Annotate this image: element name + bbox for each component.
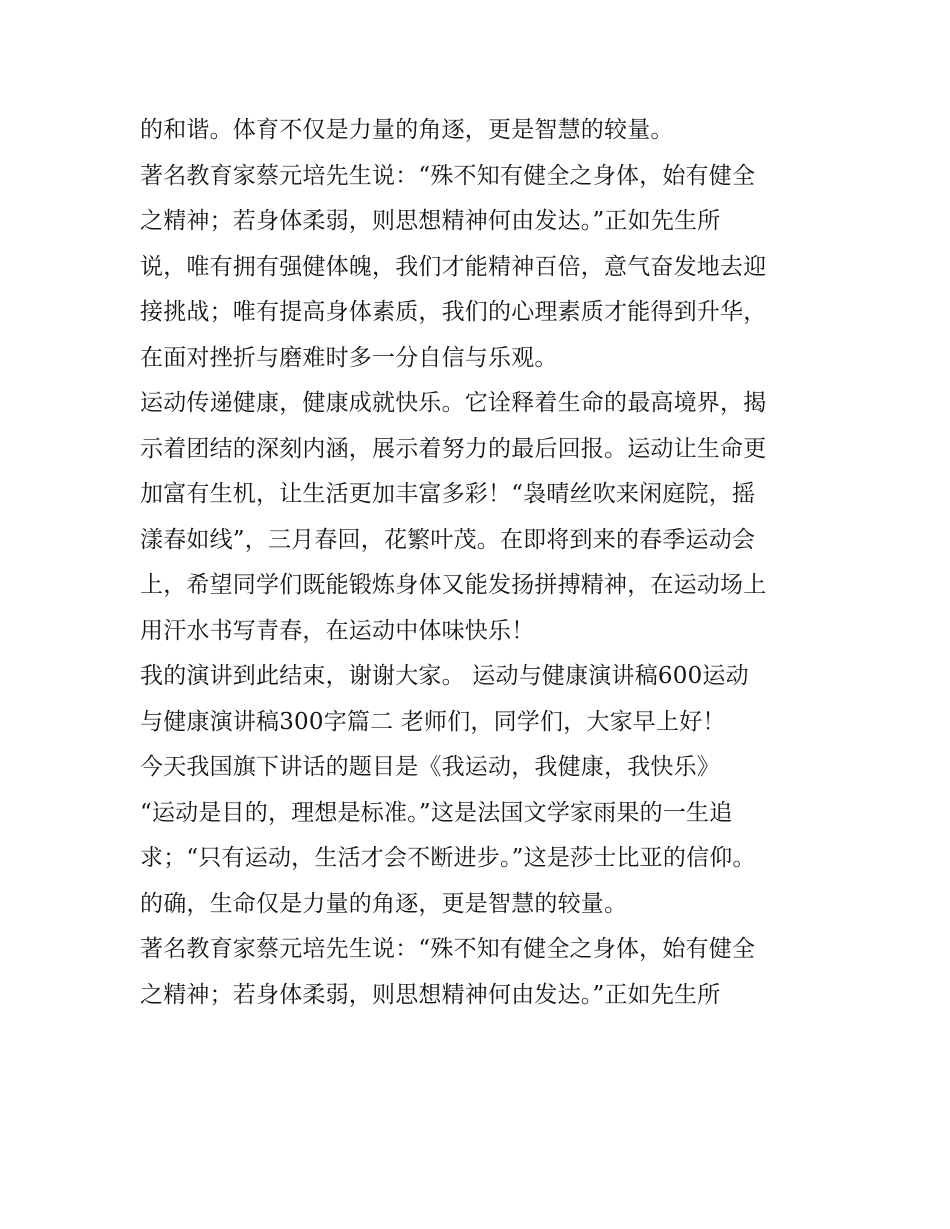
text-line: 与健康演讲稿300字篇二 老师们，同学们，大家早上好！ [140, 708, 726, 735]
text-line: 求；“只有运动，生活才会不断进步。”这是莎士比亚的信仰。 [140, 845, 756, 871]
text-line: 运动传递健康，健康成就快乐。它诠释着生命的最高境界，揭 [140, 390, 767, 416]
text-line: 今天我国旗下讲话的题目是《我运动，我健康，我快乐》 [140, 754, 720, 780]
text-line: “运动是目的，理想是标准。”这是法国文学家雨果的一生追 [140, 799, 733, 826]
text-line: 之精神；若身体柔弱，则思想精神何由发达。”正如先生所 [140, 208, 721, 234]
text-line: 用汗水书写青春，在运动中体味快乐！ [140, 617, 535, 644]
text-line: 著名教育家蔡元培先生说：“殊不知有健全之身体，始有健全 [140, 162, 756, 189]
text-line: 接挑战；唯有提高身体素质，我们的心理素质才能得到升华， [140, 299, 767, 325]
text-line: 漾春如线”，三月春回，花繁叶茂。在即将到来的春季运动会 [140, 526, 756, 553]
text-line: 在面对挫折与磨难时多一分自信与乐观。 [140, 344, 558, 371]
text-line: 之精神；若身体柔弱，则思想精神何由发达。”正如先生所 [140, 981, 721, 1008]
text-line: 加富有生机，让生活更加丰富多彩！“袅晴丝吹来闲庭院，摇 [140, 481, 756, 507]
text-line: 上，希望同学们既能锻炼身体又能发扬拼搏精神，在运动场上 [140, 572, 767, 598]
text-line: 示着团结的深刻内涵，展示着努力的最后回报。运动让生命更 [140, 435, 767, 462]
text-line: 说，唯有拥有强健体魄，我们才能精神百倍，意气奋发地去迎 [140, 253, 767, 280]
body-text [140, 108, 820, 1018]
text-line: 的确，生命仅是力量的角逐，更是智慧的较量。 [140, 890, 628, 917]
text-line: 著名教育家蔡元培先生说：“殊不知有健全之身体，始有健全 [140, 936, 756, 962]
text-line: 我的演讲到此结束，谢谢大家。 运动与健康演讲稿600运动 [140, 663, 749, 689]
text-line: 的和谐。体育不仅是力量的角逐，更是智慧的较量。 [140, 117, 674, 143]
